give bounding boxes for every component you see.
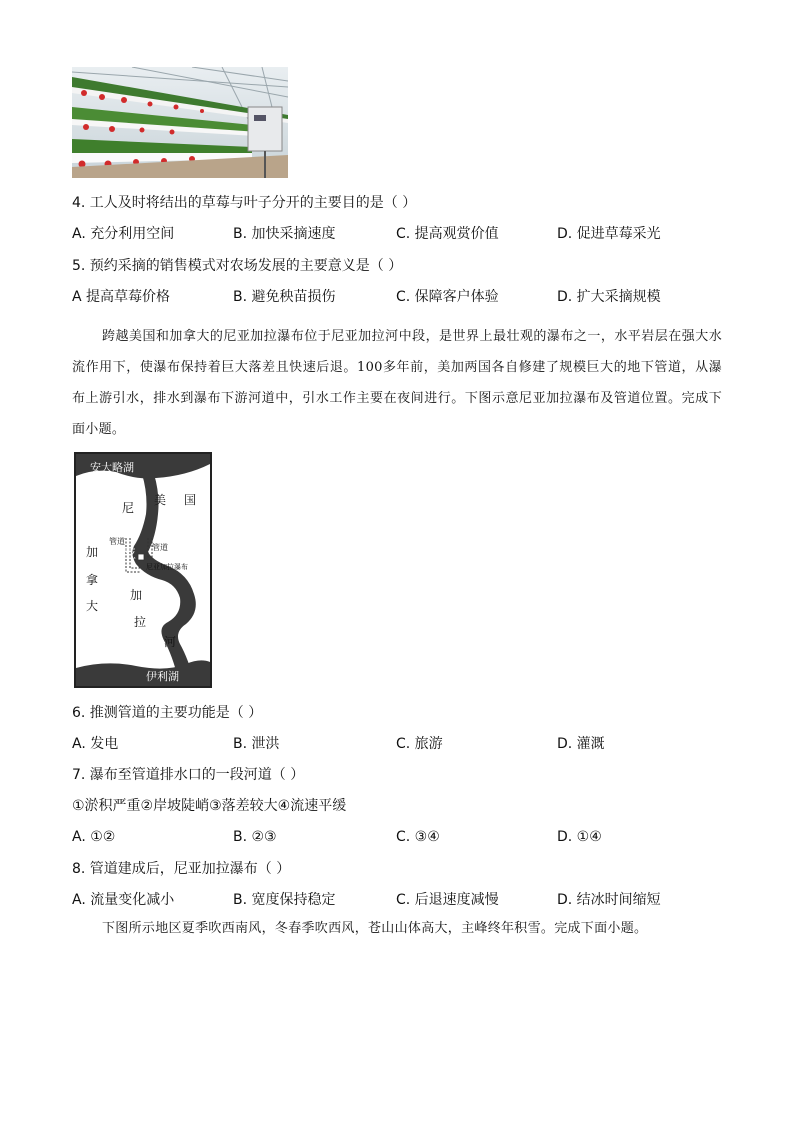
q6-option-a: A. 发电 (72, 736, 119, 752)
pipe-right-label: 管道 (152, 543, 168, 552)
greenhouse-strawberry-photo (72, 67, 288, 178)
falls-marker (138, 554, 144, 560)
river-label-4: 拉 (134, 615, 147, 629)
q4-option-b: B. 加快采摘速度 (233, 226, 336, 242)
pipe-left-label: 管道 (109, 537, 125, 546)
cangshan-passage: 下图所示地区夏季吹西南风，冬春季吹西风，苍山山体高大，主峰终年积雪。完成下面小题。 (102, 921, 648, 936)
q8-option-d: D. 结冰时间缩短 (557, 892, 661, 908)
lake-erie-shape (76, 660, 210, 686)
question-4-stem: 4. 工人及时将结出的草莓与叶子分开的主要目的是（ ） (72, 195, 417, 211)
q4-option-c: C. 提高观赏价值 (396, 226, 499, 242)
q6-option-d: D. 灌溉 (557, 736, 605, 752)
river-label-2: 亚 (124, 547, 137, 561)
q5-option-a: A 提高草莓价格 (72, 289, 171, 305)
river-label-1: 尼 (122, 501, 135, 515)
q4-option-d: D. 促进草莓采光 (557, 226, 661, 242)
question-6-stem: 6. 推测管道的主要功能是（ ） (72, 705, 263, 721)
river-label-3: 加 (130, 588, 143, 602)
canada-label-2: 拿 (86, 573, 99, 587)
canada-label-3: 大 (86, 599, 99, 613)
q5-option-d: D. 扩大采摘规模 (557, 289, 661, 305)
question-8-stem: 8. 管道建成后，尼亚加拉瀑布（ ） (72, 861, 291, 877)
q8-option-c: C. 后退速度减慢 (396, 892, 499, 908)
q4-option-a: A. 充分利用空间 (72, 226, 175, 242)
canada-label-1: 加 (86, 545, 99, 559)
falls-label: 尼亚加拉瀑布 (146, 563, 188, 571)
q7-option-a: A. ①② (72, 829, 116, 845)
niagara-map (74, 452, 212, 688)
q7-option-c: C. ③④ (396, 829, 440, 845)
usa-label-1: 美 (154, 493, 167, 507)
q8-option-a: A. 流量变化减小 (72, 892, 175, 908)
q7-option-b: B. ②③ (233, 829, 277, 845)
river-label-5: 河 (164, 635, 177, 649)
lake-ontario-label: 安大略湖 (90, 461, 134, 474)
lake-erie-label: 伊利湖 (146, 670, 179, 683)
q7-option-d: D. ①④ (557, 829, 602, 845)
niagara-passage: 跨越美国和加拿大的尼亚加拉瀑布位于尼亚加拉河中段，是世界上最壮观的瀑布之一，水平岩层在强大水流作用下，使瀑布保持着巨大落差且快速后退。100多年前，美加两国各自修建了规模巨大的地下管道，从瀑布上游引水，排水到瀑布下游河道中，引水工作主要在夜间进行。下图示意尼亚加拉瀑布及管道位置。完成下面小题。 (72, 329, 722, 437)
q6-option-b: B. 泄洪 (233, 736, 280, 752)
usa-label-2: 国 (184, 493, 197, 507)
question-7-statements: ①淤积严重②岸坡陡峭③落差较大④流速平缓 (72, 798, 347, 814)
question-7-stem: 7. 瀑布至管道排水口的一段河道（ ） (72, 767, 305, 783)
q8-option-b: B. 宽度保持稳定 (233, 892, 336, 908)
q6-option-c: C. 旅游 (396, 736, 443, 752)
q5-option-c: C. 保障客户体验 (396, 289, 499, 305)
q5-option-b: B. 避免秧苗损伤 (233, 289, 336, 305)
question-5-stem: 5. 预约采摘的销售模式对农场发展的主要意义是（ ） (72, 258, 403, 274)
